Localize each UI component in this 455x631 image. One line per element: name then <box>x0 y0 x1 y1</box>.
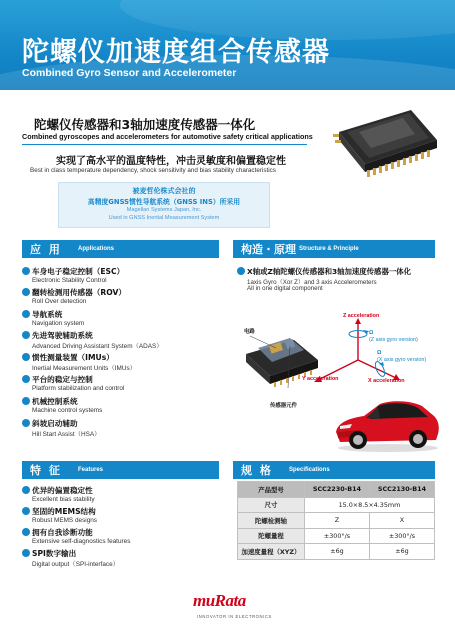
specs-heading <box>233 461 435 479</box>
bullet-icon <box>237 267 245 275</box>
structure-item-line-1: 1axis Gyro（Xor Z）and 3 axis Accelerometers <box>247 279 377 286</box>
bullet-icon <box>22 310 30 318</box>
item-title: 斜坡启动辅助 <box>32 419 78 428</box>
item-title: 翻转检测用传感器（ROV） <box>32 288 126 297</box>
item-subtitle: Inertial Measurement Units（IMUs） <box>32 365 137 372</box>
omega-z-text: (Z axis gyro version) <box>369 337 418 343</box>
item-subtitle: Hill Start Assist（HSA） <box>32 431 101 438</box>
z-acceleration-label: Z acceleration <box>343 313 380 319</box>
item-subtitle: Navigation system <box>32 320 85 327</box>
item-subtitle: Platform stabilization and control <box>32 385 125 392</box>
bullet-icon <box>22 267 30 275</box>
omega-z-label: Ω <box>369 330 374 336</box>
feature-headline-en: Best in class temperature dependency, shock sensitivity and bias stability characteristics <box>30 167 276 174</box>
bullet-icon <box>22 507 30 515</box>
omega-x-text: (X axis gyro version) <box>377 357 427 363</box>
bullet-icon <box>22 288 30 296</box>
omega-x-label: Ω <box>377 350 382 356</box>
item-title: 优异的偏置稳定性 <box>32 486 93 495</box>
sensing-element-label: 传感器元件 <box>270 403 297 409</box>
row-label: 加速度量程（XYZ） <box>238 544 305 560</box>
item-title: SPI数字输出 <box>32 549 77 558</box>
features-heading <box>22 461 219 479</box>
table-row <box>238 544 435 560</box>
item-subtitle: Machine control systems <box>32 407 103 414</box>
bullet-icon <box>22 353 30 361</box>
adoption-box <box>58 182 270 228</box>
row-label: 陀螺检测轴 <box>238 513 305 529</box>
brand-tagline: INNOVATOR IN ELECTRONICS <box>197 614 272 619</box>
table-cell: ±6g <box>304 544 369 560</box>
item-title: 拥有自我诊断功能 <box>32 528 93 537</box>
structure-heading <box>233 240 435 258</box>
feature-headline: 实现了高水平的温度特性，冲击灵敏度和偏置稳定性 <box>56 156 286 167</box>
item-subtitle: Excellent bias stability <box>32 496 95 503</box>
red-car-image <box>330 392 442 454</box>
intro-title-en: Combined gyroscopes and accelerometers for automotive safety critical applications <box>22 132 313 141</box>
y-acceleration-label: Y acceleration <box>302 376 339 382</box>
table-cell: ±300°/s <box>304 528 369 544</box>
table-cell: X <box>369 513 434 529</box>
applications-heading <box>22 240 219 258</box>
applications-heading-en: Applications <box>78 246 115 252</box>
item-subtitle: Advanced Driving Assistant System（ADAS） <box>32 343 163 350</box>
table-cell: ±300°/s <box>369 528 434 544</box>
table-header-row <box>238 482 435 498</box>
bullet-icon <box>22 331 30 339</box>
item-title: 惯性测量装置（IMUs） <box>32 353 114 362</box>
header-banner <box>0 0 455 90</box>
circuit-label: 电路 <box>244 329 255 335</box>
bullet-icon <box>22 549 30 557</box>
table-row <box>238 497 435 513</box>
intro-title: 陀螺仪传感器和3轴加速度传感器一体化 <box>34 117 256 132</box>
bullet-icon <box>22 486 30 494</box>
item-title: 车身电子稳定控制（ESC） <box>32 267 125 276</box>
bullet-icon <box>22 397 30 405</box>
adoption-line-4: Used in GNSS Inertial Measurement System <box>108 215 220 221</box>
bullet-icon <box>22 419 30 427</box>
table-cell: 15.0×8.5×4.35mm <box>304 497 434 513</box>
item-title: 先进驾驶辅助系统 <box>32 331 93 340</box>
adoption-line-3: Magellan Systems Japan, Inc. <box>126 207 202 213</box>
x-acceleration-label: X acceleration <box>368 378 405 384</box>
row-label: 尺寸 <box>238 497 305 513</box>
adoption-line-2: 高精度GNSS惯性导航系统（GNSS INS）所采用 <box>87 198 241 206</box>
features-heading-en: Features <box>78 467 104 473</box>
applications-heading-zh: 应 用 <box>30 243 62 256</box>
structure-item-title: X轴或Z轴陀螺仪传感器和3轴加速度传感器一体化 <box>247 267 412 276</box>
column-header: SCC2230-B14 <box>304 482 369 498</box>
item-title: 导航系统 <box>32 310 63 319</box>
table-cell: ±6g <box>369 544 434 560</box>
spec-table <box>237 481 435 560</box>
item-subtitle: Roll Over detection <box>32 298 87 305</box>
intro-divider <box>22 144 307 145</box>
item-subtitle: Electronic Stability Control <box>32 277 107 284</box>
structure-item-line-2: All in one digital component <box>247 285 323 292</box>
sensor-chip-image <box>325 102 443 186</box>
structure-heading-zh: 构造・原理 <box>241 243 296 256</box>
table-row <box>238 528 435 544</box>
item-subtitle: Extensive self-diagnostics features <box>32 538 131 545</box>
table-cell: Z <box>304 513 369 529</box>
item-title: 平台的稳定与控制 <box>32 375 93 384</box>
specs-heading-zh: 规 格 <box>241 464 273 477</box>
murata-logo: muRata <box>193 591 246 610</box>
features-heading-zh: 特 征 <box>30 464 62 477</box>
bullet-icon <box>22 375 30 383</box>
item-subtitle: Robust MEMS designs <box>32 517 97 524</box>
table-row <box>238 513 435 529</box>
column-header: 产品型号 <box>238 482 305 498</box>
page-title: 陀螺仪加速度组合传感器 <box>22 37 330 68</box>
item-title: 坚固的MEMS结构 <box>32 507 96 516</box>
bullet-icon <box>22 528 30 536</box>
item-title: 机械控制系统 <box>32 397 78 406</box>
item-subtitle: Digital output（SPI-interface） <box>32 561 120 568</box>
column-header: SCC2130-B14 <box>369 482 434 498</box>
row-label: 陀螺量程 <box>238 528 305 544</box>
adoption-line-1: 被麦哲伦株式会社的 <box>132 187 196 195</box>
structure-heading-en: Structure & Principle <box>299 246 359 252</box>
specs-heading-en: Specifications <box>289 467 330 473</box>
page-subtitle: Combined Gyro Sensor and Accelerometer <box>22 67 237 79</box>
